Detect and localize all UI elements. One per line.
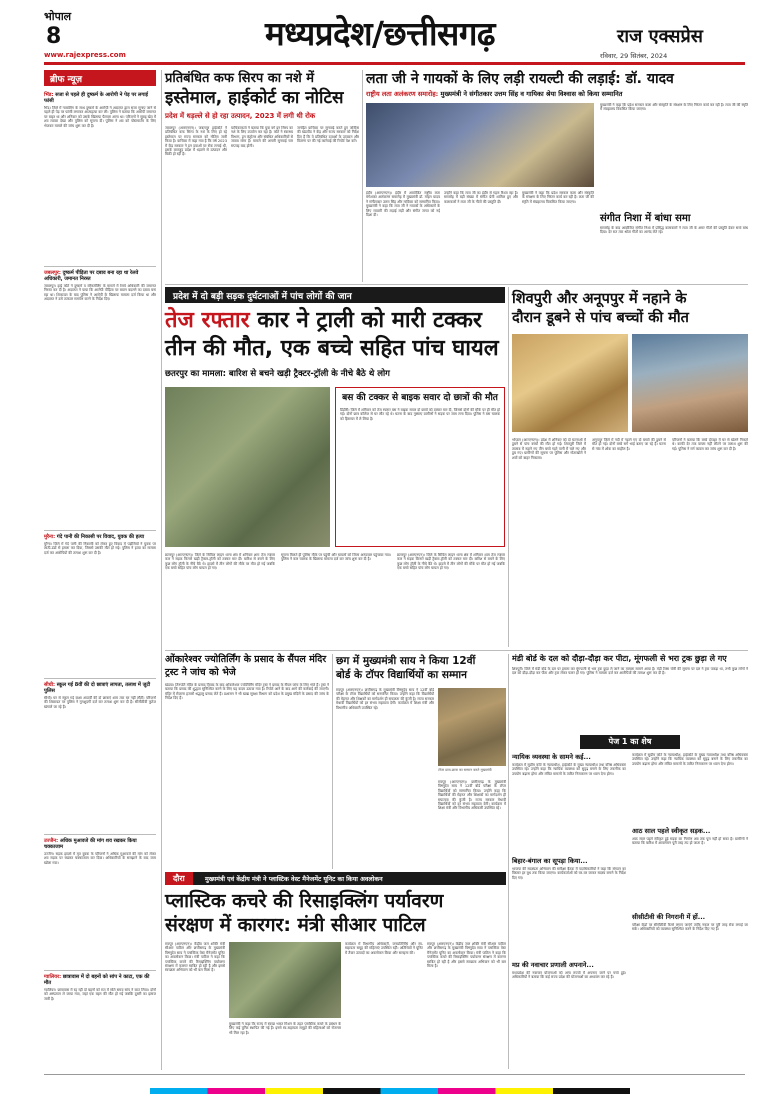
- footer-rule: [44, 1074, 745, 1075]
- drowning-photo-1: [512, 334, 628, 432]
- box-body: डिंडौरी। जिले में शनिवार को तेज रफ्तार बस ने बाइक सवार दो छात्रों को टक्कर मार दी, जिससे दोनों की मौके पर ही मौत हो गई। दोनों छात्र कॉलेज से घर लौट रहे थे। घटना के बाद गुस्साए ग्रामीणों ने सड़क पर जाम लगा दिया। पुलिस ने बस चालक को हिरासत में ले लिया है।: [340, 408, 500, 421]
- bus-accident-box: [335, 387, 505, 547]
- page1-rest-label: [580, 735, 680, 749]
- page-number: 8: [46, 24, 62, 49]
- color-registration-strip: [150, 1088, 630, 1094]
- continuation-item: [632, 913, 748, 1067]
- story-cg-toppers: [336, 654, 506, 869]
- website: www.rajexpress.com: [44, 51, 126, 59]
- story-plastic-recycling: [165, 872, 506, 1070]
- brief-item-place: भिंड:: [44, 92, 54, 98]
- story-body: अनूपपुर जिले में नदी में नहाने गए दो बच्चों की डूबने से मौत हो गई। दोनों बच्चे सगे भाई बताए जा रहे हैं। घटना से गांव में शोक का माहौल है।: [592, 438, 666, 451]
- brief-item: [44, 838, 156, 968]
- brief-item-place: उज्जैन:: [44, 838, 59, 844]
- continuation-title: न्यायिक व्यवस्था के सामने कई...: [512, 753, 591, 761]
- continuation-body: आठ साल पहले स्वीकृत हुई सड़क का निर्माण अब तक पूरा नहीं हो सका है। ग्रामीणों ने बताया कि बारिश में आवागमन पूरी तरह ठप हो जाता है।: [632, 837, 748, 846]
- tagline-bar: [165, 872, 506, 885]
- page1-rest-section: [512, 753, 748, 1069]
- story-headline: छग में मुख्यमंत्री साय ने किया 12वीं: [336, 655, 476, 667]
- brief-item-body: जबलपुर। हाई कोर्ट ने दुष्कर्म व ब्लैकमेलिंग के मामले में रेलवे अधिकारी की जमानत निरस्त कर दी है। अदालत ने पाया कि आरोपी पीड़िता पर बयान बदलने का दबाव बना रहा था। शिकायत के बाद पुलिस ने आरोपी के खिलाफ मामला दर्ज किया था और अदालत ने उसे तत्काल समर्पण करने के निर्देश दिए।: [44, 284, 156, 302]
- drowning-photo-2: [632, 334, 748, 432]
- brief-item-title: स्कूल गई 8वीं की दो छात्राएं लापता, तलाश में जुटी पुलिस: [44, 682, 151, 694]
- divider: [165, 284, 748, 285]
- continuation-body: कार्यक्रम में सुप्रीम कोर्ट के न्यायाधीश, हाईकोर्ट के मुख्य न्यायाधीश तथा वरिष्ठ अधिवक्ता उपस्थित रहे। उन्होंने कहा कि न्यायिक व्यवस्था को सुदृढ़ बनाने के लिए तकनीक का उपयोग बढ़ाना होगा और लंबित मामलों के त्वरित निराकरण पर ध्यान देना होगा।: [632, 753, 748, 766]
- story-body: शिवपुरी। जिले में मंडी बोर्ड के दल पर हमला कर मूंगफली से भरा ट्रक छुड़ा ले जाने का मामला सामने आया है। मंडी टैक्स चोरी की सूचना पर दल ने ट्रक पकड़ा था, तभी कुछ लोगों ने दल को दौड़ा-दौड़ा कर पीटा और ट्रक लेकर फरार हो गए। पुलिस ने मामला दर्ज कर आरोपियों की तलाश शुरू कर दी है।: [512, 667, 748, 676]
- brief-item-body: भिंड। जिले में नाबालिग के साथ दुष्कर्म के आरोपी ने अदालत द्वारा सजा सुनाए जाने से पहले ही पेड़ पर फांसी लगाकर आत्महत्या कर ली। पुलिस ने बताया कि आरोपी जमानत पर बाहर था और शनिवार को उसके खिलाफ फैसला आना था। परिजनों ने सुबह खेत में शव लटका देखा और पुलिस को सूचना दी। पुलिस ने शव को पोस्टमार्टम के लिए भेजकर मामले की जांच शुरू कर दी है।: [44, 106, 156, 128]
- story-subhead-red: राष्ट्रीय लता अलंकरण समारोह:: [366, 90, 439, 98]
- divider: [44, 678, 156, 679]
- continuation-body: भाजपा की सदस्यता अभियान की समीक्षा बैठक में पदाधिकारियों ने कहा कि संगठन का विस्तार हर बूथ तक किया जाएगा। कार्यकर्ताओं को घर-घर जाकर सदस्य बनाने के निर्देश दिए गए।: [512, 867, 626, 880]
- story-drowning: [512, 290, 748, 647]
- brief-item: [44, 92, 156, 257]
- tag-label: दौरा: [165, 872, 193, 885]
- story-headline: इस्तेमाल, हाईकोर्ट का नोटिस: [165, 88, 344, 108]
- continuation-body: मध्यप्रदेश की नवाचार योजनाओं को अन्य राज्यों में अपनाए जाने पर चर्चा हुई। अधिकारियों ने बताया कि कई राज्य प्रदेश की योजनाओं का अध्ययन कर रहे हैं।: [512, 971, 626, 980]
- story-lata-award: [366, 70, 748, 282]
- continuation-item: [512, 961, 626, 1067]
- brief-item-place: मुरैना:: [44, 534, 56, 540]
- story-omkareshwar: [165, 654, 329, 869]
- brief-item-place: जबलपुर:: [44, 270, 61, 276]
- divider: [165, 650, 748, 651]
- brief-item-body: सीधी। घर से स्कूल गई कक्षा आठवीं की दो छात्राएं शाम तक घर नहीं लौटीं। परिजनों की शिकायत पर पुलिस ने गुमशुदगी दर्ज कर तलाश शुरू कर दी है। सीसीटीवी फुटेज खंगाले जा रहे हैं।: [44, 696, 156, 709]
- column-divider: [508, 654, 509, 1069]
- divider: [44, 834, 156, 835]
- photo-caption: टॉपर छात्र-छात्रा का सम्मान करते मुख्यमंत्री: [438, 768, 492, 772]
- brief-item-title: सजा से पहले ही दुष्कर्म के आरोपी ने पेड़ पर लगाई फांसी: [44, 92, 148, 104]
- story-kicker: प्रतिबंधित कफ सिरप का नशे में: [165, 71, 315, 86]
- continuation-title: आठ साल पहले स्वीकृत सड़क...: [632, 827, 711, 835]
- continuation-item: [512, 857, 626, 957]
- continuation-body: कार्यक्रम में सुप्रीम कोर्ट के न्यायाधीश, हाईकोर्ट के मुख्य न्यायाधीश तथा वरिष्ठ अधिवक्ता उपस्थित रहे। उन्होंने कहा कि न्यायिक व्यवस्था को सुदृढ़ बनाने के लिए तकनीक का उपयोग बढ़ाना होगा और लंबित मामलों के त्वरित निराकरण पर ध्यान देना होगा।: [512, 763, 626, 776]
- story-subhead-line: [366, 90, 748, 99]
- story-headline-2: तीन की मौत, एक बच्चे सहित पांच घायल: [165, 336, 499, 361]
- story-body: रायपुर (आरएनएन)। छत्तीसगढ़ के मुख्यमंत्री विष्णुदेव साय ने 12वीं बोर्ड परीक्षा के टॉपर विद्यार्थियों को सम्मानित किया। उन्होंने कहा कि विद्यार्थियों की मेहनत और शिक्षकों का मार्गदर्शन ही सफलता की कुंजी है। राज्य सरकार मेधावी विद्यार्थियों को हर संभव सहायता देगी। कार्यक्रम में शिक्षा मंत्री और विभागीय अधिकारी उपस्थित रहे।: [438, 780, 506, 811]
- story-body: मुख्यमंत्री ने कहा कि प्रदेश सरकार कला और संस्कृति के संरक्षण के लिए निरंतर कार्य कर रही है। लता जी की स्मृति में संग्रहालय विकसित किया जाएगा।: [600, 103, 748, 112]
- divider: [44, 530, 156, 531]
- continuation-item: [632, 753, 748, 903]
- story-subhead: मुख्यमंत्री ने संगीतकार उत्तम सिंह व गायिका श्रेया विश्वास को किया सम्मानित: [440, 90, 623, 98]
- issue-date: रविवार, 29 सितंबर, 2024: [600, 52, 668, 60]
- brief-item: [44, 974, 156, 1104]
- tagline-text: मुख्यमंत्री एवं केंद्रीय मंत्री ने प्लास्टिक वेस्ट मैनेजमेंट यूनिट का किया अवलोकन: [205, 876, 383, 883]
- brief-item: [44, 682, 156, 832]
- story-body: छतरपुर (आरएनएन)। जिले के सिविल लाइन थाना क्षेत्र में शनिवार शाम तेज रफ्तार कार ने सड़क किनारे खड़ी ट्रैक्टर-ट्रॉली को टक्कर मार दी। बारिश से बचने के लिए कुछ लोग ट्रॉली के नीचे बैठे थे। हादसे में तीन लोगों की मौके पर मौत हो गई जबकि एक बच्चे सहित पांच लोग घायल हो गए।: [165, 553, 275, 571]
- city-name: भोपाल: [44, 10, 72, 23]
- story-headline: ओंकारेश्वर ज्योतिर्लिंग के प्रसाद के सैंपल मंदिर ट्रस्ट ने जांच को भेजे: [165, 654, 327, 678]
- page1-rest-label-text: पेज 1 का शेष: [608, 737, 652, 746]
- continuation-title: बिहार-बंगाल का सूपड़ा किया...: [512, 857, 588, 865]
- divider: [44, 266, 156, 267]
- side-title: संगीत निशा में बांधा समा: [600, 213, 691, 224]
- brief-label: [44, 70, 156, 86]
- accidents-banner: [165, 287, 505, 303]
- masthead-rule: [44, 62, 745, 65]
- story-headline-2: दौरान डूबने से पांच बच्चों की मौत: [512, 310, 689, 326]
- section-title: मध्यप्रदेश/छत्तीसगढ़: [264, 14, 496, 53]
- column-divider: [508, 287, 509, 647]
- brief-item-title: दुष्कर्म पीड़िता पर दबाव बना रहा था रेलवे अधिकारी, जमानत निरस्त: [44, 270, 139, 282]
- story-headline: मंडी बोर्ड के दल को दौड़ा-दौड़ा कर पीटा, मूंगफली से भरा ट्रक छुड़ा ले गए: [512, 654, 727, 663]
- story-headline-2: बोर्ड के टॉपर विद्यार्थियों का सम्मान: [336, 669, 467, 681]
- banner-text: प्रदेश में दो बड़ी सड़क दुर्घटनाओं में पांच लोगों की जान: [173, 292, 352, 302]
- side-body: समारोह के बाद आयोजित संगीत निशा में प्रसिद्ध कलाकारों ने लता जी के अमर गीतों की प्रस्तुति देकर समां बांध दिया। देर रात तक श्रोता गीतों का आनंद लेते रहे।: [600, 226, 748, 235]
- story-subhead: प्रदेश में धड़ल्ले से हो रहा उत्पादन, 2023 में लगी थी रोक: [165, 112, 316, 120]
- story-body: मुख्यमंत्री ने कहा कि राज्य में स्वच्छ भारत मिशन के तहत प्लास्टिक कचरे के प्रबंधन के लिए कई यूनिट स्थापित की गई हैं। इनसे स्व-सहायता समूहों की महिलाओं को रोजगार भी मिल रहा है।: [229, 1022, 341, 1035]
- brand-logo: राज एक्सप्रेस: [617, 26, 703, 47]
- brief-item: [44, 270, 156, 525]
- brief-item-place: ग्वालियर:: [44, 974, 62, 980]
- story-body: सूचना मिलते ही पुलिस मौके पर पहुंची और घायलों को जिला अस्पताल पहुंचाया गया। पुलिस ने कार चालक के खिलाफ मामला दर्ज कर जांच शुरू कर दी है।: [281, 553, 391, 562]
- story-body: इंदौर (आरएनएन)। इंदौर में आयोजित राष्ट्रीय लता मंगेशकर अलंकरण समारोह में मुख्यमंत्री डॉ. मोहन यादव ने संगीतकार उत्तम सिंह और गायिका को सम्मानित किया। मुख्यमंत्री ने कहा कि लता जी ने गायकों के अधिकारों के लिए रायल्टी की लड़ाई लड़ी और संगीत जगत को नई दिशा दी।: [366, 191, 440, 218]
- continuation-item: [512, 753, 626, 853]
- story-headline: शिवपुरी और अनूपपुर में नहाने के: [512, 291, 687, 307]
- masthead: [0, 0, 778, 66]
- continuation-title: सीसीटीवी की निगरानी में हों...: [632, 913, 706, 921]
- column-divider: [161, 70, 162, 1070]
- story-body: उन्होंने कहा कि लता जी का इंदौर से गहरा रिश्ता रहा है। समारोह में बड़ी संख्या में संगीत प्रेमी शामिल हुए और कलाकारों ने लता जी के गीतों की प्रस्तुति दी।: [444, 191, 518, 204]
- brief-item-body: ग्वालियर। छात्रावास में रह रही दो बहनों को रात में सोते समय सांप ने काट लिया। दोनों को अस्पताल ले जाया गया, जहां एक बहन की मौत हो गई जबकि दूसरी का इलाज जारी है।: [44, 988, 156, 1001]
- brief-label-text: ब्रीफ न्यूज़: [50, 75, 83, 85]
- story-body: जबलपुर (आरएनएन)। जबलपुर हाईकोर्ट ने प्रतिबंधित कफ सिरप के नशे के लिए हो रहे इस्तेमाल पर राज्य सरकार को नोटिस जारी किया है। याचिका में कहा गया है कि वर्ष 2023 में केंद्र सरकार ने इन दवाओं पर रोक लगाई थी, इसके बावजूद प्रदेश में धड़ल्ले से उत्पादन और बिक्री हो रही है।: [165, 126, 227, 157]
- continuation-title: मप्र की नवाचार प्रणाली अपनाने...: [512, 961, 594, 969]
- brief-item-title: गंदे पानी की निकासी पर विवाद, युवक की हत्या: [56, 534, 145, 540]
- story-headline: प्लास्टिक कचरे की रिसाइक्लिंग पर्यावरण: [165, 890, 444, 912]
- story-body: याचिकाकर्ता ने बताया कि युवा वर्ग इन सिरप का नशे के लिए उपयोग कर रहा है। कोर्ट ने स्वास्थ्य विभाग, ड्रग कंट्रोलर और संबंधित अधिकारियों से जवाब मांगा है। मामले की अगली सुनवाई चार सप्ताह बाद होगी।: [231, 126, 293, 148]
- brief-item-title: छात्रावास में दो बहनों को सांप ने काटा, एक की मौत: [44, 974, 150, 986]
- story-body: परिजनों ने बताया कि बच्चे दोपहर में घर से खेलने निकले थे। काफी देर तक वापस नहीं लौटने पर तलाश शुरू की गई। पुलिस ने मर्ग कायम कर जांच शुरू कर दी है।: [672, 438, 748, 451]
- story-body: कार्यक्रम में विभागीय अधिकारी, जनप्रतिनिधि और स्व-सहायता समूह की महिलाएं उपस्थित रहीं। अतिथियों ने यूनिट में तैयार उत्पादों का अवलोकन किया और सराहना की।: [345, 942, 423, 955]
- plastic-unit-photo: [229, 942, 341, 1018]
- brief-item-body: उज्जैन। सड़क हादसे में मृत युवक के परिजनों ने अधिक मुआवजे की मांग को लेकर शव सड़क पर रखकर चक्काजाम कर दिया। अधिकारियों के समझाने के बाद जाम खोला गया।: [44, 852, 156, 865]
- accident-photo: [165, 387, 330, 547]
- story-body: रायपुर (आरएनएन)। केंद्रीय जल शक्ति मंत्री सीआर पाटिल और छत्तीसगढ़ के मुख्यमंत्री विष्णुदेव साय ने प्लास्टिक वेस्ट मैनेजमेंट यूनिट का अवलोकन किया। मंत्री पाटिल ने कहा कि प्लास्टिक कचरे की रिसाइक्लिंग पर्यावरण संरक्षण में कारगर साबित हो रही है और इससे स्वच्छता अभियान को भी बल मिला है।: [165, 942, 225, 973]
- story-body: खंडवा। तिरुपति मंदिर के प्रसाद विवाद के बाद ओंकारेश्वर ज्योतिर्लिंग मंदिर ट्रस्ट ने प्रसाद के सैंपल जांच के लिए भेजे हैं। ट्रस्ट ने बताया कि प्रसाद की शुद्धता सुनिश्चित करने के लिए यह कदम उठाया गया है। रिपोर्ट आने के बाद आगे की कार्रवाई की जाएगी। मंदिर में रोजाना हजारों श्रद्धालु प्रसाद लेते हैं। प्रशासन ने भी खाद्य सुरक्षा विभाग को प्रदेश के प्रमुख मंदिरों के प्रसाद की जांच के निर्देश दिए हैं।: [165, 683, 329, 701]
- story-subhead: छतरपुर का मामला: बारिश से बचने खड़ी ट्रैक्टर-ट्रॉली के नीचे बैठे थे लोग: [165, 369, 390, 379]
- story-body: मुख्यमंत्री ने कहा कि प्रदेश सरकार कला और संस्कृति के संरक्षण के लिए निरंतर कार्य कर रही है। लता जी की स्मृति में संग्रहालय विकसित किया जाएगा।: [522, 191, 594, 204]
- story-headline-2: संरक्षण में कारगर: मंत्री सीआर पाटिल: [165, 914, 426, 936]
- story-headline-red: तेज रफ्तार: [165, 308, 250, 333]
- story-mandi-board: [512, 654, 748, 732]
- brief-item-place: सीधी:: [44, 682, 56, 688]
- divider: [44, 970, 156, 971]
- brief-news-column: [44, 70, 156, 1070]
- award-ceremony-photo: [366, 103, 594, 187]
- continuation-body: परीक्षा केंद्रों पर सीसीटीवी कैमरे लगाए जाएंगे ताकि नकल पर पूरी तरह रोक लगाई जा सके। अधिकारियों को व्यवस्था सुनिश्चित करने के निर्देश दिए गए हैं।: [632, 923, 748, 932]
- toppers-photo: [438, 688, 506, 766]
- story-body: जनहित याचिका पर सुनवाई करते हुए जस्टिस की खंडपीठ ने केंद्र और राज्य सरकार को निर्देश दिए हैं कि वे प्रतिबंधित दवाओं के उत्पादन और वितरण पर की गई कार्रवाई की रिपोर्ट पेश करें।: [297, 126, 359, 144]
- story-car-accident: [165, 307, 505, 647]
- story-headline: लता जी ने गायकों के लिए लड़ी रायल्टी की लड़ाई: डॉ. यादव: [366, 71, 674, 87]
- story-headline: कार ने ट्राली को मारी टक्कर: [257, 308, 482, 333]
- brief-item-body: मुरैना। जिले में गंदे पानी की निकासी को लेकर हुए विवाद में पड़ोसियों ने युवक पर लाठी-डंडों से हमला कर दिया, जिससे उसकी मौत हो गई। पुलिस ने हत्या का मामला दर्ज कर आरोपियों की तलाश शुरू कर दी है।: [44, 542, 156, 555]
- story-body: छतरपुर (आरएनएन)। जिले के सिविल लाइन थाना क्षेत्र में शनिवार शाम तेज रफ्तार कार ने सड़क किनारे खड़ी ट्रैक्टर-ट्रॉली को टक्कर मार दी। बारिश से बचने के लिए कुछ लोग ट्रॉली के नीचे बैठे थे। हादसे में तीन लोगों की मौके पर मौत हो गई जबकि एक बच्चे सहित पांच लोग घायल हो गए।: [397, 553, 505, 571]
- story-headline-line: [165, 307, 505, 335]
- story-body: रायपुर (आरएनएन)। छत्तीसगढ़ के मुख्यमंत्री विष्णुदेव साय ने 12वीं बोर्ड परीक्षा के टॉपर विद्यार्थियों को सम्मानित किया। उन्होंने कहा कि विद्यार्थियों की मेहनत और शिक्षकों का मार्गदर्शन ही सफलता की कुंजी है। राज्य सरकार मेधावी विद्यार्थियों को हर संभव सहायता देगी। कार्यक्रम में शिक्षा मंत्री और विभागीय अधिकारी उपस्थित रहे।: [336, 688, 434, 710]
- box-title: बस की टक्कर से बाइक सवार दो छात्रों की मौत: [342, 393, 498, 403]
- story-body: रायपुर (आरएनएन)। केंद्रीय जल शक्ति मंत्री सीआर पाटिल और छत्तीसगढ़ के मुख्यमंत्री विष्णुदेव साय ने प्लास्टिक वेस्ट मैनेजमेंट यूनिट का अवलोकन किया। मंत्री पाटिल ने कहा कि प्लास्टिक कचरे की रिसाइक्लिंग पर्यावरण संरक्षण में कारगर साबित हो रही है और इससे स्वच्छता अभियान को भी बल मिला है।: [427, 942, 506, 969]
- brief-item: [44, 534, 156, 674]
- brief-item-title: अधिक मुआवजे की मांग शव रखकर किया चक्काजाम: [44, 838, 137, 850]
- story-cough-syrup: [165, 70, 360, 282]
- story-body: भोपाल (आरएनएन)। प्रदेश में शनिवार को दो घटनाओं में डूबने से पांच बच्चों की मौत हो गई। शिवपुरी जिले में तालाब में नहाने गए तीन बच्चे गहरे पानी में चले गए और डूब गए। ग्रामीणों की सूचना पर पुलिस और गोताखोरों ने शवों को बाहर निकाला।: [512, 438, 586, 460]
- column-divider: [362, 70, 363, 282]
- column-divider: [332, 654, 333, 869]
